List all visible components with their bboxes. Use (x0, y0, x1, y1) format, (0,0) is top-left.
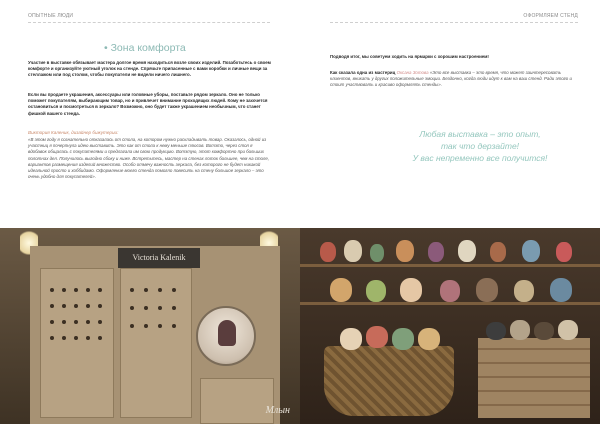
header-rule-right (330, 22, 578, 23)
toy-figure (440, 280, 460, 302)
summary-paragraph: Подводя итог, мы советуем ходить на ярмарки с хорошим настроением! (330, 54, 489, 59)
toy-figure (366, 280, 386, 302)
toy-figure (522, 240, 540, 262)
pull-quote-line-3: У вас непременно все получится! (412, 153, 548, 163)
running-head-right: ОФОРМЛЯЕМ СТЕНД (523, 13, 578, 19)
display-panel (200, 378, 274, 424)
master-name: Оксана Зотова (396, 70, 429, 75)
jewelry-item (144, 324, 148, 328)
jewelry-item (98, 304, 102, 308)
master-quote-paragraph (330, 70, 578, 89)
jewelry-item (50, 304, 54, 308)
jewelry-item (62, 336, 66, 340)
intro-paragraph: Участие в выставке обязывает мастера долгое время находиться возле своих изделий. Позаботьтесь о своем комфорте и организуйте уютный уголок на стенде. Спрячьте припасенные с вами коробки и личные вещи за стеллажом или под столом, чтобы покупатели не видели ничего лишнего. (28, 60, 271, 78)
jewelry-item (86, 320, 90, 324)
toy-figure (344, 240, 362, 262)
jewelry-item (62, 304, 66, 308)
toy-in-basket (392, 328, 414, 350)
photo-jewelry-stand (0, 228, 300, 424)
jewelry-item (86, 304, 90, 308)
vendor-sign: Victoria Kalenik (118, 248, 200, 268)
section-title: • Зона комфорта (104, 42, 186, 54)
jewelry-item (74, 336, 78, 340)
toy-figure (458, 240, 476, 262)
toy-in-basket (340, 328, 362, 350)
jewelry-item (62, 288, 66, 292)
shelf (300, 302, 600, 305)
toy-figure (330, 278, 352, 302)
wicker-basket (324, 346, 454, 416)
toy-figure (476, 278, 498, 302)
mirror-paragraph: Если вы продаете украшения, аксессуары или головные уборы, поставьте рядом зеркало. Оно не только поможет покупателям, выбирающим товар, но и привлечет внимание проходящих людей. Кому не захочется остановиться и посмотреться в зеркало? Возможно, оно будет также украшением необычным, что станет фишкой вашего стенда. (28, 92, 268, 116)
jewelry-item (172, 288, 176, 292)
jewelry-item (74, 304, 78, 308)
toy-figure (556, 242, 572, 262)
jewelry-item (158, 324, 162, 328)
pull-quote (360, 128, 600, 164)
pull-quote-line-1: Любая выставка – это опыт, (419, 129, 541, 139)
toy-in-basket (366, 326, 388, 348)
jewelry-item (50, 320, 54, 324)
jewelry-item (98, 320, 102, 324)
jewelry-item (144, 288, 148, 292)
jewelry-item (62, 320, 66, 324)
toy-in-crate (510, 320, 530, 340)
shelf (300, 264, 600, 267)
reflection-figure (218, 320, 236, 346)
jewelry-item (86, 336, 90, 340)
toy-figure (550, 278, 572, 302)
jewelry-item (130, 288, 134, 292)
master-quote-lead: Как сказала одна из мастериц (330, 70, 396, 75)
toy-in-crate (486, 322, 506, 340)
toy-figure (514, 280, 534, 302)
author-quote: «В этом году я сознательно отказалась от стола, на котором нужно раскладывать товар. Оказалось, одной из участниц я почерпнула идею выставить. Это как от стола к нему меньше плюсов. Вотэто, через стол я вдобавок общалась с покупателями и предлагала им свою продукцию. Вотэтую, этот комфортно при больших полотнах дел. Получилось выгодно сбоку и ниже. Встретьтесь, мастер на стенах лоток большее, чем на столе, вариантов размещения изделий множество. Особо отмечу важность зеркала, без которого не будет никакой идеальной просто и хоббидамо. Оформление моего стенда помогло повесить на стену большое зеркало – это очень удобно для покупателей». (28, 137, 270, 180)
jewelry-item (98, 336, 102, 340)
photo-watermark: Млын (265, 405, 290, 416)
jewelry-item (50, 288, 54, 292)
toy-in-basket (418, 328, 440, 350)
jewelry-item (98, 288, 102, 292)
jewelry-item (172, 324, 176, 328)
jewelry-item (50, 336, 54, 340)
quote-author: Виктория Каленик, дизайнер бижутерии: (28, 130, 119, 135)
jewelry-item (74, 320, 78, 324)
running-head-left: ОПЫТНЫЕ ЛЮДИ (28, 13, 74, 19)
jewelry-item (130, 324, 134, 328)
toy-figure (490, 242, 506, 262)
toy-figure (428, 242, 444, 262)
jewelry-item (158, 306, 162, 310)
toy-in-crate (534, 322, 554, 340)
jewelry-item (172, 306, 176, 310)
master-quote-text: «Это все выставка – это время, что может заинтересовать клиентов, вникать у других положительные эмоции. Бездонно, когда люди идут к вам на ваш стенд. Ради этого и стоит участвовать и красиво оформлять стенды». (330, 70, 572, 88)
jewelry-item (158, 288, 162, 292)
pull-quote-line-2: так что дерзайте! (440, 141, 520, 151)
header-rule-left (28, 22, 270, 23)
jewelry-item (130, 306, 134, 310)
jewelry-item (86, 288, 90, 292)
wooden-crate (478, 338, 590, 418)
photo-toys-stand (300, 228, 600, 424)
toy-in-crate (558, 320, 578, 340)
toy-figure (370, 244, 384, 262)
toy-figure (396, 240, 414, 262)
jewelry-item (144, 306, 148, 310)
toy-figure (400, 278, 422, 302)
toy-figure (320, 242, 336, 262)
jewelry-item (74, 288, 78, 292)
